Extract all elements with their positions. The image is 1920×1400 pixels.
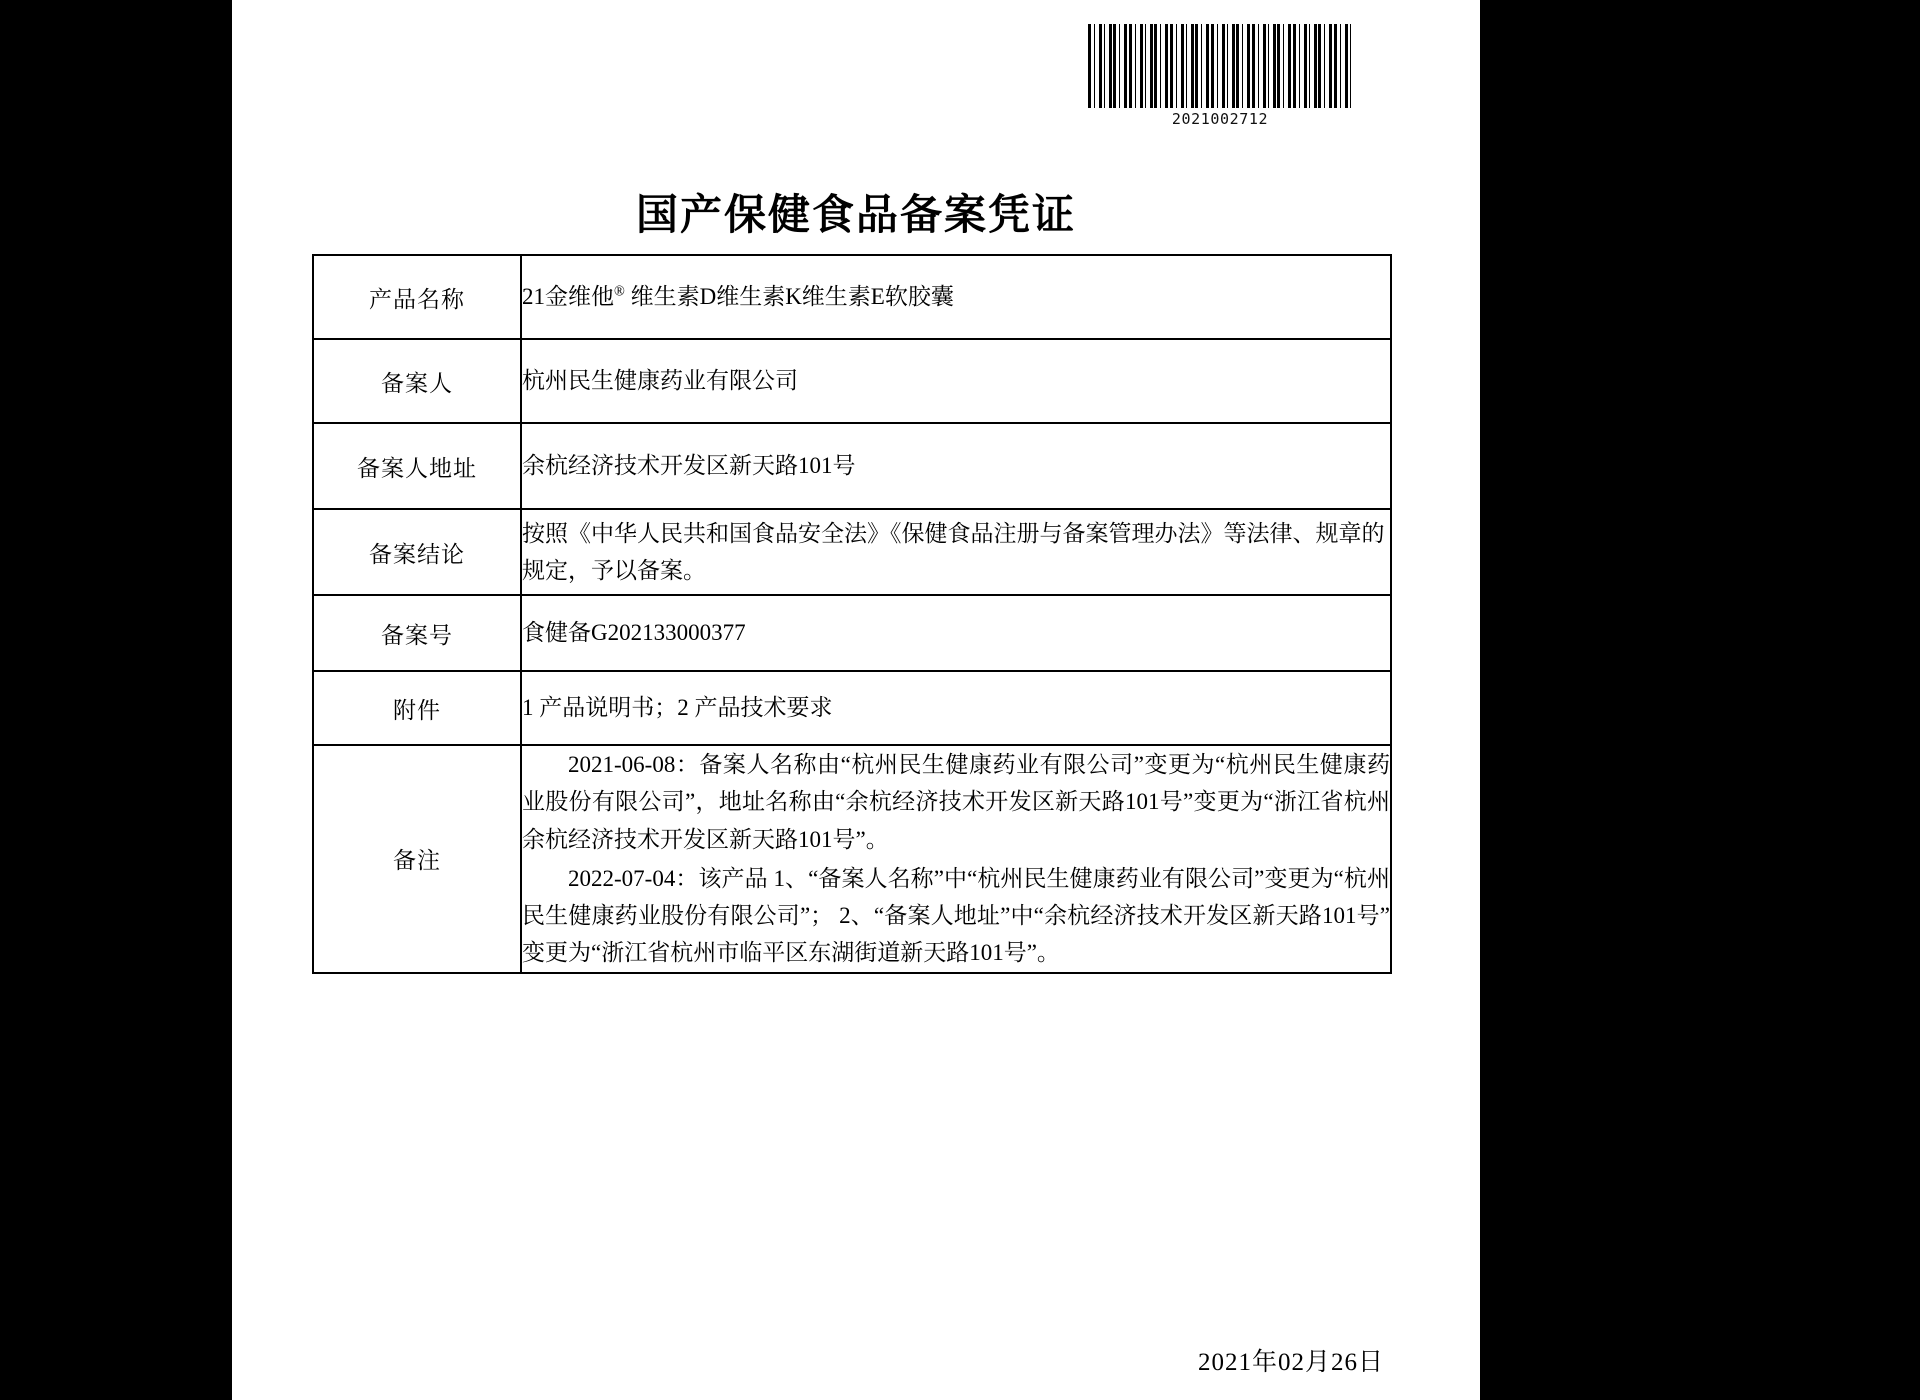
row-label-conclusion: 备案结论 [313, 509, 521, 595]
barcode [1084, 24, 1356, 128]
page-title: 国产保健食品备案凭证 [635, 190, 1076, 239]
issue-date: 2021年02月26日 [1197, 1349, 1384, 1376]
row-label-remark: 备注 [313, 745, 521, 973]
row-value-applicant: 杭州民生健康药业有限公司 [521, 339, 1391, 423]
barcode-number: 2021002712 [1171, 110, 1269, 128]
table-row [313, 509, 1391, 595]
registered-mark-icon: ® [614, 283, 625, 300]
table-row [313, 339, 1391, 423]
row-label-product-name: 产品名称 [313, 255, 521, 339]
table-row [313, 255, 1391, 339]
row-label-attachments: 附件 [313, 671, 521, 745]
table-row [313, 671, 1391, 745]
row-value-record-number: 食健备G202133000377 [521, 595, 1391, 671]
row-value-attachments: 1 产品说明书；2 产品技术要求 [521, 671, 1391, 745]
table-row [313, 595, 1391, 671]
remark-paragraph-2: 2022-07-04：该产品 1、“备案人名称”中“杭州民生健康药业有限公司”变更为“杭州民生健康药业股份有限公司”； 2、“备案人地址”中“余杭经济技术开发区新天路101号”变更为“浙江省杭州市临平区东湖街道新天路101号”。 [522, 865, 1390, 966]
product-name-suffix: 维生素D维生素K维生素E软胶囊 [624, 284, 954, 310]
remark-paragraph-1: 2021-06-08：备案人名称由“杭州民生健康药业有限公司”变更为“杭州民生健康药业股份有限公司”，地址名称由“余杭经济技术开发区新天路101号”变更为“浙江省杭州余杭经济技术开发区新天路101号”。 [522, 752, 1390, 852]
row-label-applicant: 备案人 [313, 339, 521, 423]
document-page [232, 0, 1480, 1400]
row-value-remark [521, 745, 1391, 973]
row-value-conclusion: 按照《中华人民共和国食品安全法》《保健食品注册与备案管理办法》等法律、规章的规定，予以备案。 [521, 509, 1391, 595]
table-row [313, 423, 1391, 509]
row-value-applicant-address: 余杭经济技术开发区新天路101号 [521, 423, 1391, 509]
certificate-table [312, 254, 1392, 974]
row-value-product-name [521, 255, 1391, 339]
row-label-applicant-address: 备案人地址 [313, 423, 521, 509]
row-label-record-number: 备案号 [313, 595, 521, 671]
table-row [313, 745, 1391, 973]
product-name-prefix: 21金维他 [522, 284, 614, 310]
barcode-bars-image [1088, 24, 1352, 108]
